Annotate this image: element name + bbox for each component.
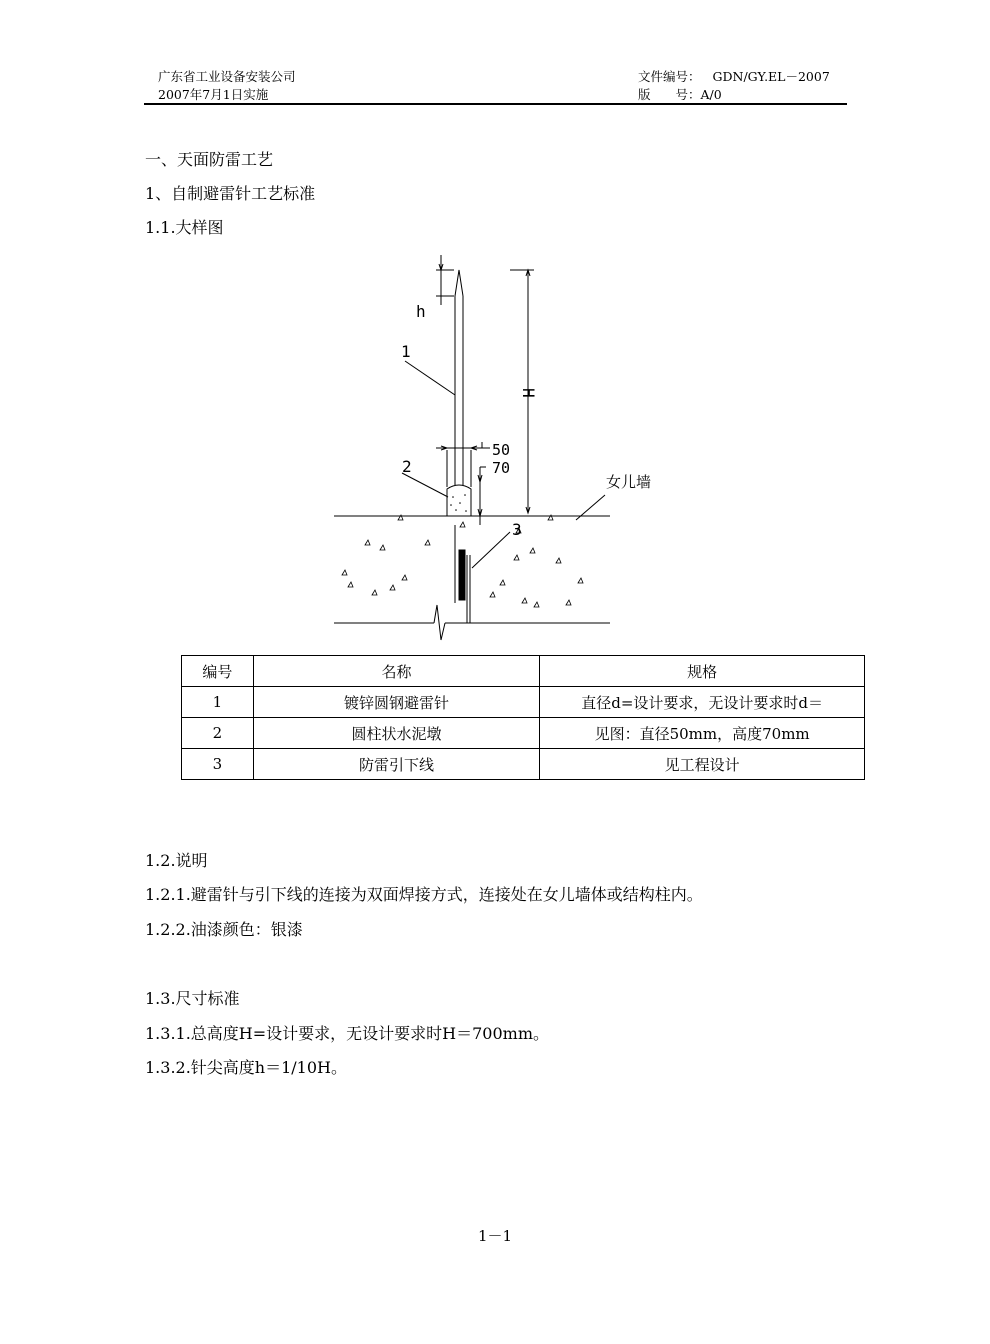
label-dim-50: 50 [492, 441, 511, 459]
header-cell-name: 名称 [253, 656, 539, 687]
doc-number-label: 文件编号： [638, 69, 701, 84]
version-label: 版 号： [638, 87, 701, 102]
notes-heading: 1.2.说明 [145, 851, 208, 870]
table-cell: 直径d=设计要求，无设计要求时d＝ [540, 687, 865, 718]
page-number: 1－1 [477, 1227, 513, 1245]
company-name: 广东省工业设备安装公司 [158, 69, 296, 84]
note-item: 1.2.2.油漆颜色：银漆 [145, 920, 303, 939]
label-h: h [416, 302, 426, 321]
dimension-item: 1.3.2.针尖高度h＝1/10H。 [145, 1058, 347, 1077]
dimension-item: 1.3.1.总高度H=设计要求，无设计要求时H＝700mm。 [145, 1024, 549, 1043]
effective-date: 2007年7月1日实施 [158, 87, 269, 102]
table-row [182, 718, 865, 749]
label-1: 1 [401, 342, 411, 361]
table-cell: 圆柱状水泥墩 [253, 718, 539, 749]
version-value: A/0 [700, 87, 722, 102]
table-header-row [182, 656, 865, 687]
table-cell: 防雷引下线 [253, 749, 539, 780]
header-rule [144, 103, 847, 105]
table-cell: 镀锌圆钢避雷针 [253, 687, 539, 718]
doc-number-value: GDN/GY.EL－2007 [712, 69, 830, 84]
table-cell: 3 [182, 749, 254, 780]
concrete-pier [447, 485, 471, 516]
table-cell: 2 [182, 718, 254, 749]
label-2: 2 [402, 457, 412, 476]
lightning-rod-detail-drawing [320, 245, 652, 650]
table-cell: 1 [182, 687, 254, 718]
dimensions-heading: 1.3.尺寸标准 [145, 989, 240, 1008]
rod-tip [455, 270, 463, 296]
label-dim-70: 70 [492, 459, 511, 477]
label-parapet: 女儿墙 [606, 473, 652, 491]
subsection-heading: 1、自制避雷针工艺标准 [145, 184, 316, 203]
version [638, 87, 722, 103]
header-cell-number: 编号 [182, 656, 254, 687]
table-cell: 见图：直径50mm，高度70mm [540, 718, 865, 749]
table-cell: 见工程设计 [540, 749, 865, 780]
detail-heading: 1.1.大样图 [145, 218, 224, 237]
section-heading: 一、天面防雷工艺 [145, 150, 274, 169]
table-row [182, 749, 865, 780]
down-conductor [459, 550, 465, 600]
table-row [182, 687, 865, 718]
doc-number [638, 69, 830, 85]
note-item: 1.2.1.避雷针与引下线的连接为双面焊接方式，连接处在女儿墙体或结构柱内。 [145, 885, 703, 904]
break-line [434, 605, 445, 640]
label-3: 3 [512, 520, 522, 539]
header-cell-spec: 规格 [540, 656, 865, 687]
spec-table [181, 655, 865, 780]
label-H: H [519, 388, 538, 398]
